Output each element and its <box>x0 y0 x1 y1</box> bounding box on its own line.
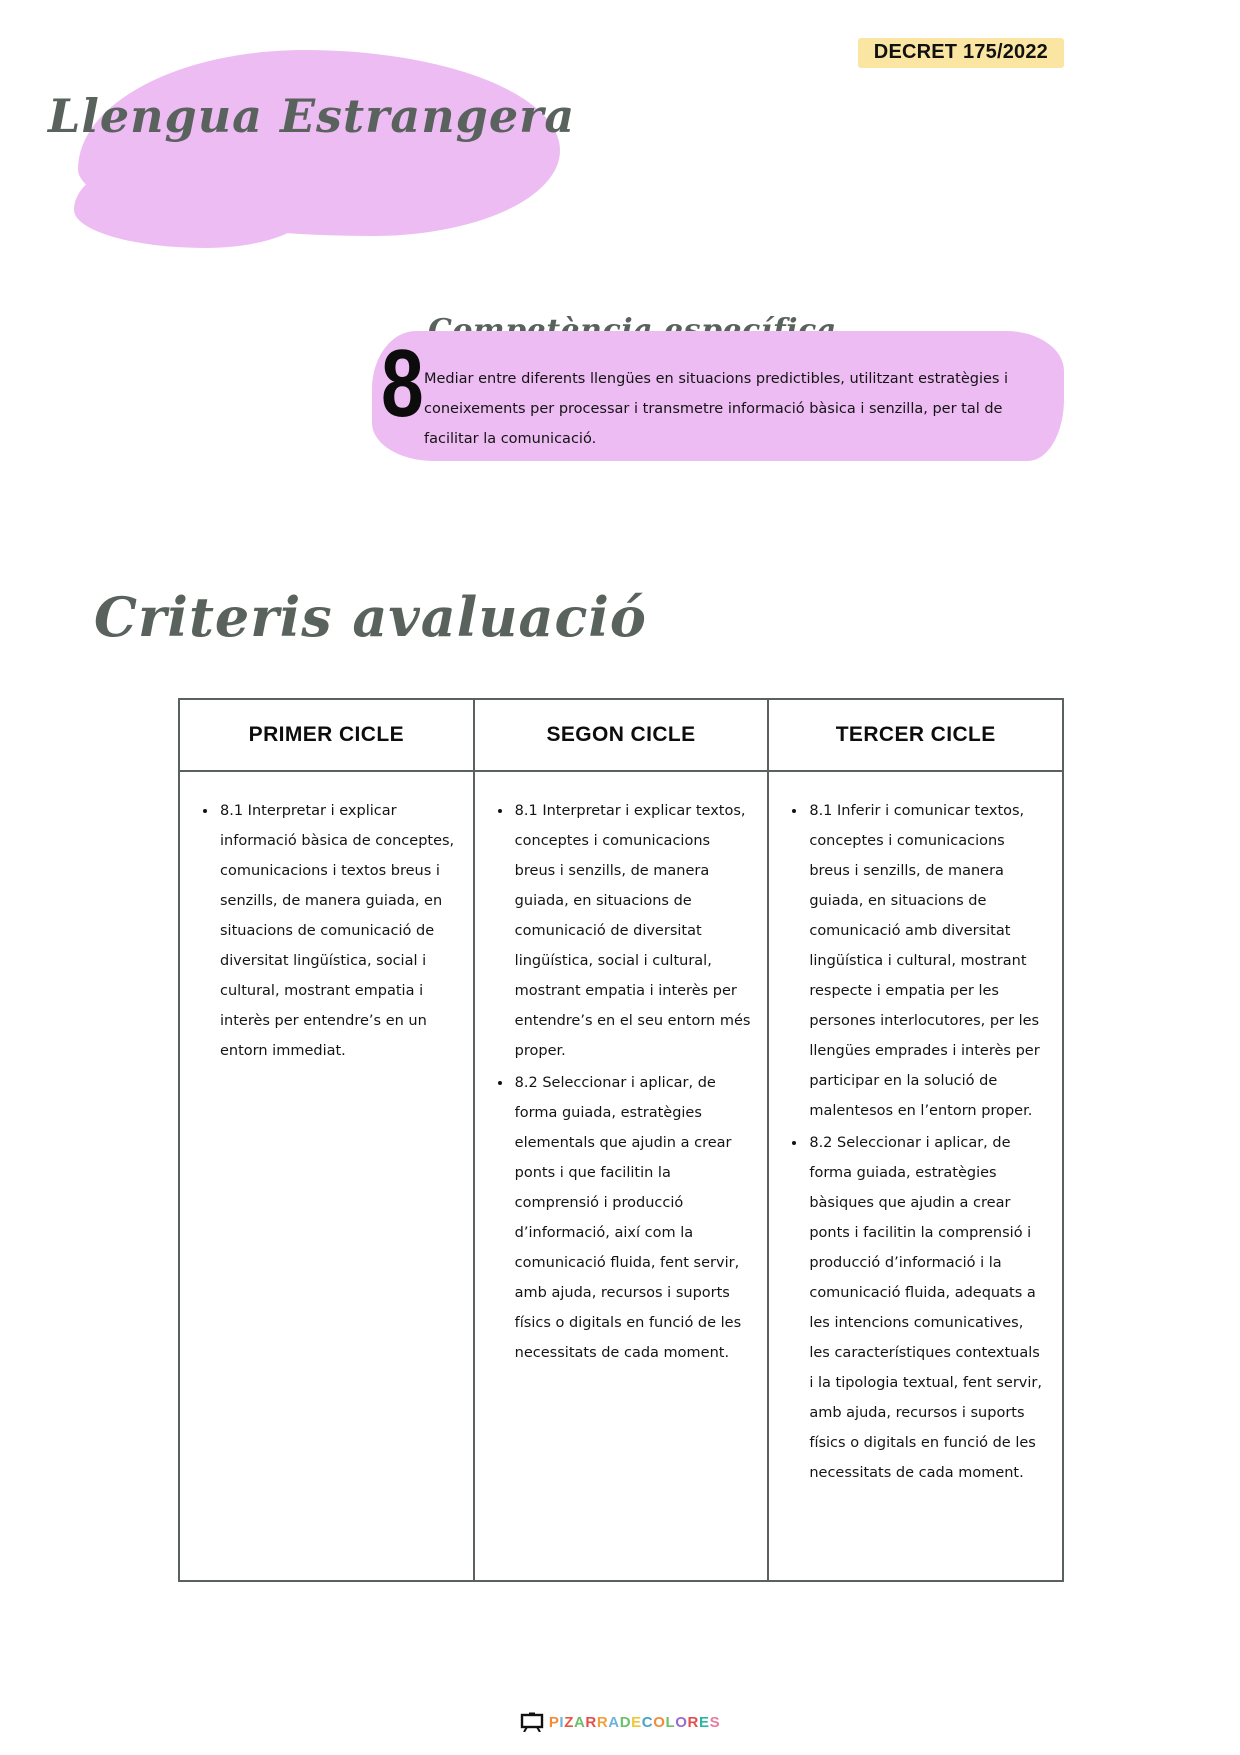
title-blob-shape <box>78 50 560 236</box>
brand-letter: O <box>653 1713 666 1731</box>
competencia-text: Mediar entre diferents llengües en situacions predictibles, utilitzant estratègies i coneixements per processar i transmetre informació bàsica i senzilla, per tal de facilitar la comunicació. <box>424 370 1009 447</box>
criteria-item: • 8.1 Interpretar i explicar informació bàsica de conceptes, comunicacions i textos breus i senzills, de manera guiada, en situacions de comunicació de diversitat lingüística, social i cultural, mostrant empatia i interès per entendre’s en un entorn immediat. <box>218 796 459 1066</box>
page-title: Llengua Estrangera <box>48 88 576 143</box>
brand-letter: R <box>596 1713 609 1731</box>
column-header: PRIMER CICLE <box>180 700 473 772</box>
brand-letter: A <box>608 1713 620 1731</box>
brand-text <box>549 1714 720 1731</box>
brand-letter: Z <box>564 1713 574 1731</box>
column-body <box>475 772 768 1580</box>
brand-letter: A <box>573 1713 586 1731</box>
criteris-heading: Criteris avaluació <box>94 584 647 649</box>
brand-letter: D <box>619 1713 632 1731</box>
blackboard-icon <box>520 1712 544 1732</box>
brand-letter: E <box>631 1713 642 1731</box>
brand-letter: O <box>675 1713 688 1731</box>
brand-letter: E <box>698 1713 710 1731</box>
decret-badge: DECRET 175/2022 <box>858 38 1064 68</box>
brand-letter: L <box>665 1713 676 1731</box>
footer <box>0 1712 1240 1732</box>
criteria-table <box>178 698 1064 1582</box>
column-header: SEGON CICLE <box>475 700 768 772</box>
table-column-2 <box>473 700 768 1580</box>
criteria-item: • 8.2 Seleccionar i aplicar, de forma guiada, estratègies elementals que ajudin a crear ponts i que facilitin la comprensió i producció d’informació, així com la comunicació fluida, fent servir, amb ajuda, recursos i suports físics o digitals en funció de les necessitats de cada moment. <box>513 1068 754 1368</box>
brand-letter: R <box>585 1713 597 1731</box>
column-body <box>180 772 473 1580</box>
criteria-list <box>192 796 459 1066</box>
brand-letter: C <box>641 1713 654 1731</box>
table-column-1 <box>180 700 473 1580</box>
criteria-list <box>781 796 1048 1488</box>
criteria-item: • 8.1 Inferir i comunicar textos, conceptes i comunicacions breus i senzills, de manera guiada, en situacions de comunicació amb diversitat lingüística i cultural, mostrant respecte i empatia per les persones interlocutores, per les llengües emprades i interès per participar en la solució de malentesos en l’entorn proper. <box>807 796 1048 1126</box>
column-body <box>769 772 1062 1580</box>
brand-letter: I <box>559 1713 565 1731</box>
brand-letter: S <box>709 1713 721 1731</box>
criteria-list <box>487 796 754 1368</box>
competencia-number: 8 <box>381 330 424 437</box>
criteria-item: • 8.1 Interpretar i explicar textos, conceptes i comunicacions breus i senzills, de manera guiada, en situacions de comunicació de diversitat lingüística, social i cultural, mostrant empatia i interès per entendre’s en el seu entorn més proper. <box>513 796 754 1066</box>
column-header: TERCER CICLE <box>769 700 1062 772</box>
criteria-item: • 8.2 Seleccionar i aplicar, de forma guiada, estratègies bàsiques que ajudin a crear ponts i facilitin la comprensió i producció d’informació i la comunicació fluida, adequats a les intencions comunicatives, les característiques contextuals i la tipologia textual, fent servir, amb ajuda, recursos i suports físics o digitals en funció de les necessitats de cada moment. <box>807 1128 1048 1488</box>
brand-letter: R <box>687 1713 699 1731</box>
table-column-3 <box>767 700 1062 1580</box>
brand-letter: P <box>548 1713 560 1731</box>
